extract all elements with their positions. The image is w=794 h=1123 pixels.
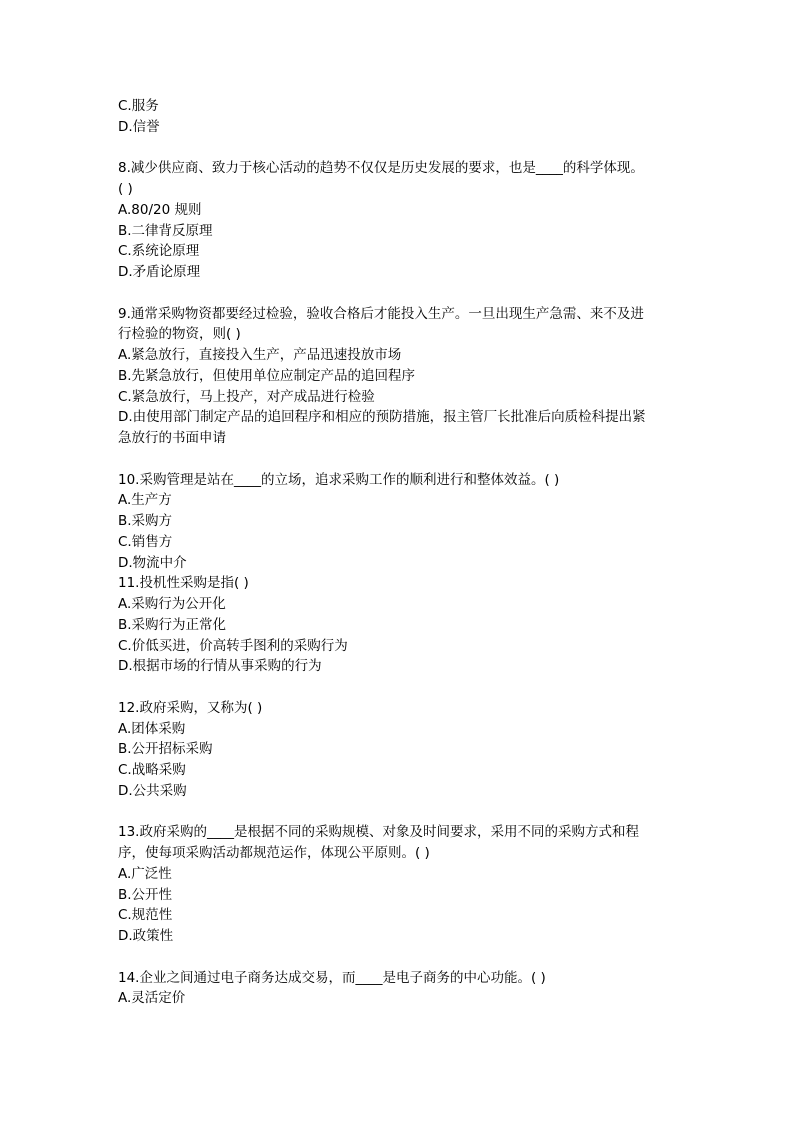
option-line: D.由使用部门制定产品的追回程序和相应的预防措施，报主管厂长批准后向质检科提出紧	[118, 409, 646, 426]
question-8	[118, 158, 678, 283]
option-line: B.公开性	[118, 886, 173, 903]
option-line: C.系统论原理	[118, 243, 200, 260]
spacer	[118, 283, 678, 304]
question-stem: ( )	[118, 181, 133, 197]
option-line: B.二律背反原理	[118, 222, 213, 239]
option-line: B.采购方	[118, 513, 173, 529]
question-list	[118, 96, 678, 1009]
spacer	[118, 802, 678, 823]
question-stem: 10.采购管理是站在____的立场，追求采购工作的顺利进行和整体效益。( )	[118, 471, 560, 488]
option-line: D.信誉	[118, 118, 160, 135]
spacer	[118, 449, 678, 470]
option-line: A.广泛性	[118, 865, 172, 882]
option-line: D.根据市场的行情从事采购的行为	[118, 658, 322, 675]
option-line: C.战略采购	[118, 762, 186, 778]
spacer	[118, 677, 678, 698]
option-line: A.80/20 规则	[118, 201, 202, 218]
question-10	[118, 470, 678, 574]
option-line: D.矛盾论原理	[118, 264, 201, 280]
question-stem: 12.政府采购，又称为( )	[118, 699, 263, 716]
option-line: 急放行的书面申请	[118, 430, 226, 446]
option-line: D.物流中介	[118, 554, 187, 571]
question-stem: 14.企业之间通过电子商务达成交易，而____是电子商务的中心功能。( )	[118, 969, 546, 986]
option-line: C.销售方	[118, 533, 173, 550]
question-stem: 11.投机性采购是指( )	[118, 575, 249, 592]
option-line: A.紧急放行，直接投入生产，产品迅速投放市场	[118, 347, 402, 363]
option-line: A.团体采购	[118, 720, 186, 737]
option-line: C.服务	[118, 98, 159, 114]
option-line: B.采购行为正常化	[118, 616, 227, 633]
question-stem: 8.减少供应商、致力于核心活动的趋势不仅仅是历史发展的要求，也是____的科学体现。	[118, 160, 644, 177]
option-line: D.政策性	[118, 928, 174, 944]
question-12	[118, 698, 678, 802]
question-stem: 13.政府采购的____是根据不同的采购规模、对象及时间要求，采用不同的采购方式和程	[118, 824, 639, 841]
question-stem: 行检验的物资，则( )	[118, 326, 241, 343]
option-line: C.价低买进，价高转手图利的采购行为	[118, 637, 348, 654]
option-line: B.公开招标采购	[118, 741, 213, 758]
option-line: A.采购行为公开化	[118, 596, 226, 612]
option-line: C.规范性	[118, 907, 173, 924]
question-11	[118, 573, 678, 677]
question-7-tail	[118, 96, 678, 138]
option-line: A.生产方	[118, 492, 172, 509]
spacer	[118, 138, 678, 159]
question-9	[118, 304, 678, 449]
option-line: D.公共采购	[118, 782, 187, 799]
option-line: C.紧急放行，马上投产，对产成品进行检验	[118, 388, 375, 405]
question-13	[118, 822, 678, 947]
question-14	[118, 968, 678, 1010]
option-line: A.灵活定价	[118, 990, 186, 1007]
option-line: B.先紧急放行，但使用单位应制定产品的追回程序	[118, 367, 416, 384]
question-stem: 9.通常采购物资都要经过检验，验收合格后才能投入生产。一旦出现生产急需、来不及进	[118, 305, 644, 322]
spacer	[118, 947, 678, 968]
question-stem: 序，使每项采购活动都规范运作，体现公平原则。( )	[118, 845, 430, 861]
